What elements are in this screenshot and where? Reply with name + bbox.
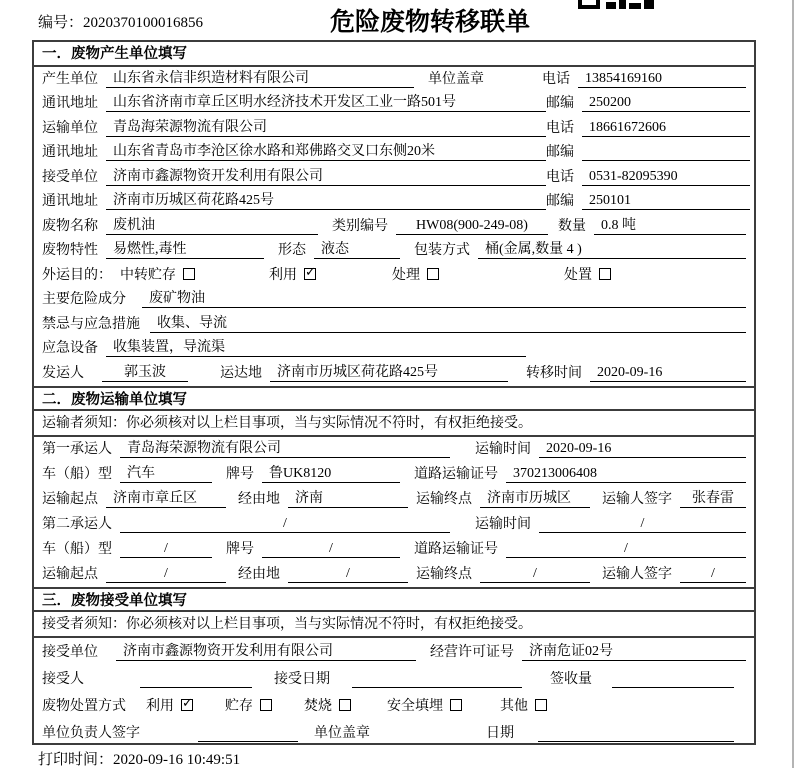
- carrier-sign-label: 运输人签字: [602, 491, 672, 507]
- acceptor-value: [140, 687, 252, 688]
- row-waste-property: [34, 239, 754, 264]
- transfer-time-label: 转移时间: [526, 365, 582, 381]
- disposal-option-other: [500, 695, 547, 715]
- disposal-option-utilize: [146, 695, 193, 715]
- receiver-unit-label: 接受单位: [42, 169, 98, 185]
- route-start-value: /: [106, 566, 226, 583]
- phone-label: 电话: [546, 169, 574, 185]
- route-via-value: 济南: [288, 487, 408, 508]
- row-dispatch: [34, 361, 754, 386]
- row-taboo-measures: [34, 312, 754, 337]
- route-via-value: /: [288, 566, 408, 583]
- option-label: 贮存: [225, 698, 253, 714]
- carrier-value: 青岛海荣源物流有限公司: [120, 437, 450, 458]
- carrier-sign-label: 运输人签字: [602, 566, 672, 582]
- carrier-sign-value: 张春雷: [680, 487, 746, 508]
- vehicle-type-label: 车（船）型: [42, 541, 112, 557]
- route-start-label: 运输起点: [42, 491, 98, 507]
- disposal-option-landfill: [387, 695, 462, 715]
- purpose-option-utilize: [269, 264, 316, 284]
- address-label: 通讯地址: [42, 194, 98, 209]
- responsible-sign-label: 单位负责人签字: [42, 725, 140, 741]
- section-transporter: [34, 386, 754, 587]
- transport-unit-label: 运输单位: [42, 120, 98, 136]
- option-label: 中转贮存: [120, 267, 176, 283]
- route-end-label: 运输终点: [416, 491, 472, 507]
- option-label: 处置: [564, 267, 592, 283]
- transfer-time-value: 2020-09-16: [590, 365, 746, 382]
- accept-unit-label: 接受单位: [42, 644, 98, 660]
- quantity-label: 数量: [558, 218, 586, 234]
- zip-value: 250101: [582, 193, 750, 210]
- section-receiver: [34, 587, 754, 746]
- road-license-value: /: [506, 541, 746, 558]
- zip-label: 邮编: [546, 194, 574, 209]
- print-time: [38, 748, 240, 768]
- section-producer: [34, 42, 754, 386]
- purpose-option-treat: [392, 264, 439, 284]
- transport-time-value: /: [539, 516, 746, 533]
- zip-label: 邮编: [546, 145, 574, 160]
- carrier-label: 第二承运人: [42, 516, 112, 532]
- checkbox-icon: [183, 268, 195, 280]
- row-transport-address: [34, 141, 754, 166]
- carrier-sign-value: /: [680, 566, 746, 583]
- accept-date-label: 接受日期: [274, 671, 330, 687]
- row-route-1: [34, 487, 754, 512]
- zip-value: 250200: [582, 95, 750, 112]
- print-time-value: 2020-09-16 10:49:51: [113, 752, 241, 768]
- address-value: 山东省济南市章丘区明水经济技术开发区工业一路501号: [106, 91, 546, 112]
- unit-seal-label: 单位盖章: [314, 725, 370, 741]
- phone-value: 13854169160: [578, 71, 746, 88]
- route-end-label: 运输终点: [416, 566, 472, 582]
- section1-heading: 一．废物产生单位填写: [34, 42, 754, 67]
- destination-label: 运达地: [220, 365, 262, 381]
- route-end-value: /: [480, 566, 590, 583]
- route-via-label: 经由地: [238, 566, 280, 582]
- transfer-form-table: [32, 40, 756, 745]
- purpose-option-storage: [120, 264, 195, 284]
- dispatcher-value: 郭玉波: [102, 361, 188, 382]
- address-value: 济南市历城区荷花路425号: [106, 189, 546, 210]
- dispatcher-label: 发运人: [42, 365, 84, 381]
- checkbox-icon: [599, 268, 611, 280]
- option-label: 利用: [146, 698, 174, 714]
- address-value: 山东省青岛市李沧区徐水路和郑佛路交叉口东侧20米: [106, 140, 546, 161]
- road-license-label: 道路运输证号: [414, 541, 498, 557]
- acceptor-label: 接受人: [42, 671, 84, 687]
- serial-label: 编号：: [38, 15, 84, 31]
- accept-date-value: [352, 687, 522, 688]
- option-label: 其他: [500, 698, 528, 714]
- receiver-notice: 接受者须知：你必须核对以上栏目事项，当与实际情况不符时，有权拒绝接受。: [34, 612, 754, 638]
- route-via-label: 经由地: [238, 491, 280, 507]
- property-value: 易燃性,毒性: [106, 238, 264, 259]
- row-emergency-equipment: [34, 337, 754, 362]
- destination-value: 济南市历城区荷花路425号: [270, 361, 508, 382]
- transport-time-label: 运输时间: [475, 516, 531, 532]
- purpose-label: 外运目的：: [42, 267, 112, 283]
- purpose-option-dispose: [564, 264, 611, 284]
- disposal-label: 废物处置方式: [42, 698, 126, 714]
- route-end-value: 济南市历城区: [480, 487, 590, 508]
- checkbox-icon: [339, 699, 351, 711]
- section3-heading: 三．废物接受单位填写: [34, 587, 754, 612]
- qr-code-fragment: [578, 0, 654, 9]
- disposal-option-incinerate: [304, 695, 351, 715]
- plate-label: 牌号: [226, 541, 254, 557]
- section2-heading: 二．废物运输单位填写: [34, 386, 754, 411]
- plate-value: /: [262, 541, 400, 558]
- route-start-label: 运输起点: [42, 566, 98, 582]
- form-value: 液态: [314, 238, 400, 259]
- row-transport-unit: [34, 116, 754, 141]
- date-label: 日期: [486, 725, 514, 741]
- option-label: 安全填埋: [387, 698, 443, 714]
- vehicle-type-value: 汽车: [120, 462, 212, 483]
- road-license-label: 道路运输证号: [414, 466, 498, 482]
- date-value: [538, 741, 734, 742]
- zip-label: 邮编: [546, 96, 574, 111]
- property-label: 废物特性: [42, 243, 98, 258]
- form-label: 形态: [278, 243, 306, 258]
- taboo-label: 禁忌与应急措施: [42, 316, 140, 332]
- route-start-value: 济南市章丘区: [106, 487, 226, 508]
- equipment-label: 应急设备: [42, 341, 98, 356]
- accept-unit-value: 济南市鑫源物资开发利用有限公司: [116, 640, 416, 661]
- unit-seal-label: 单位盖章: [428, 71, 484, 87]
- phone-label: 电话: [546, 120, 574, 136]
- row-unit-signoff: [34, 719, 754, 746]
- checkbox-checked-icon: [181, 699, 193, 711]
- hazard-value: 废矿物油: [142, 287, 746, 308]
- form-serial: [38, 11, 203, 32]
- row-producer-unit: [34, 67, 754, 92]
- row-first-carrier: [34, 437, 754, 462]
- row-producer-address: [34, 92, 754, 117]
- checkbox-icon: [535, 699, 547, 711]
- transport-time-label: 运输时间: [475, 441, 531, 457]
- option-label: 处理: [392, 267, 420, 283]
- transporter-notice: 运输者须知：你必须核对以上栏目事项，当与实际情况不符时，有权拒绝接受。: [34, 411, 754, 437]
- serial-number: 2020370100016856: [83, 15, 204, 31]
- quantity-value: 0.8 吨: [594, 214, 746, 235]
- plate-label: 牌号: [226, 466, 254, 482]
- transport-unit-value: 青岛海荣源物流有限公司: [106, 116, 546, 137]
- phone-value: 0531-82095390: [582, 169, 750, 186]
- responsible-sign-value: [198, 741, 298, 742]
- waste-name-value: 废机油: [106, 214, 318, 235]
- plate-value: 鲁UK8120: [262, 462, 400, 483]
- vehicle-type-value: /: [120, 541, 212, 558]
- row-acceptor: [34, 665, 754, 692]
- business-license-label: 经营许可证号: [430, 644, 514, 660]
- checkbox-checked-icon: [304, 268, 316, 280]
- page-edge-line: [792, 0, 794, 768]
- print-time-label: 打印时间：: [38, 752, 114, 768]
- category-label: 类别编号: [332, 218, 388, 234]
- row-second-carrier: [34, 512, 754, 537]
- receiver-unit-value: 济南市鑫源物资开发利用有限公司: [106, 165, 546, 186]
- row-disposal-method: [34, 692, 754, 719]
- row-receiver-unit: [34, 165, 754, 190]
- packing-label: 包装方式: [414, 243, 470, 258]
- checkbox-icon: [427, 268, 439, 280]
- address-label: 通讯地址: [42, 145, 98, 160]
- transport-time-value: 2020-09-16: [539, 441, 746, 458]
- received-qty-value: [612, 687, 734, 688]
- producer-unit-label: 产生单位: [42, 71, 98, 87]
- row-route-2: [34, 562, 754, 587]
- taboo-value: 收集、导流: [150, 312, 746, 333]
- option-label: 利用: [269, 267, 297, 283]
- row-waste-name: [34, 214, 754, 239]
- disposal-option-storage: [225, 695, 272, 715]
- row-hazard-component: [34, 288, 754, 313]
- received-qty-label: 签收量: [550, 671, 592, 687]
- carrier-label: 第一承运人: [42, 441, 112, 457]
- checkbox-icon: [450, 699, 462, 711]
- vehicle-type-label: 车（船）型: [42, 466, 112, 482]
- phone-value: 18661672606: [582, 120, 750, 137]
- row-transfer-purpose: [34, 263, 754, 288]
- waste-name-label: 废物名称: [42, 218, 98, 234]
- row-vehicle-1: [34, 462, 754, 487]
- page-title: 危险废物转移联单: [330, 8, 531, 36]
- road-license-value: 370213006408: [506, 466, 746, 483]
- producer-unit-value: 山东省永信非织造材料有限公司: [106, 67, 414, 88]
- zip-value: [582, 160, 750, 161]
- business-license-value: 济南危证02号: [522, 640, 746, 661]
- carrier-value: /: [120, 516, 450, 533]
- row-vehicle-2: [34, 537, 754, 562]
- equipment-value: 收集装置，导流渠: [106, 336, 526, 357]
- category-value: HW08(900-249-08): [396, 218, 548, 235]
- phone-label: 电话: [542, 71, 570, 87]
- hazard-label: 主要危险成分: [42, 292, 126, 307]
- row-receiver-address: [34, 190, 754, 215]
- address-label: 通讯地址: [42, 96, 98, 111]
- option-label: 焚烧: [304, 698, 332, 714]
- checkbox-icon: [260, 699, 272, 711]
- row-accept-unit: [34, 638, 754, 665]
- packing-value: 桶(金属,数量 4 ): [478, 238, 746, 259]
